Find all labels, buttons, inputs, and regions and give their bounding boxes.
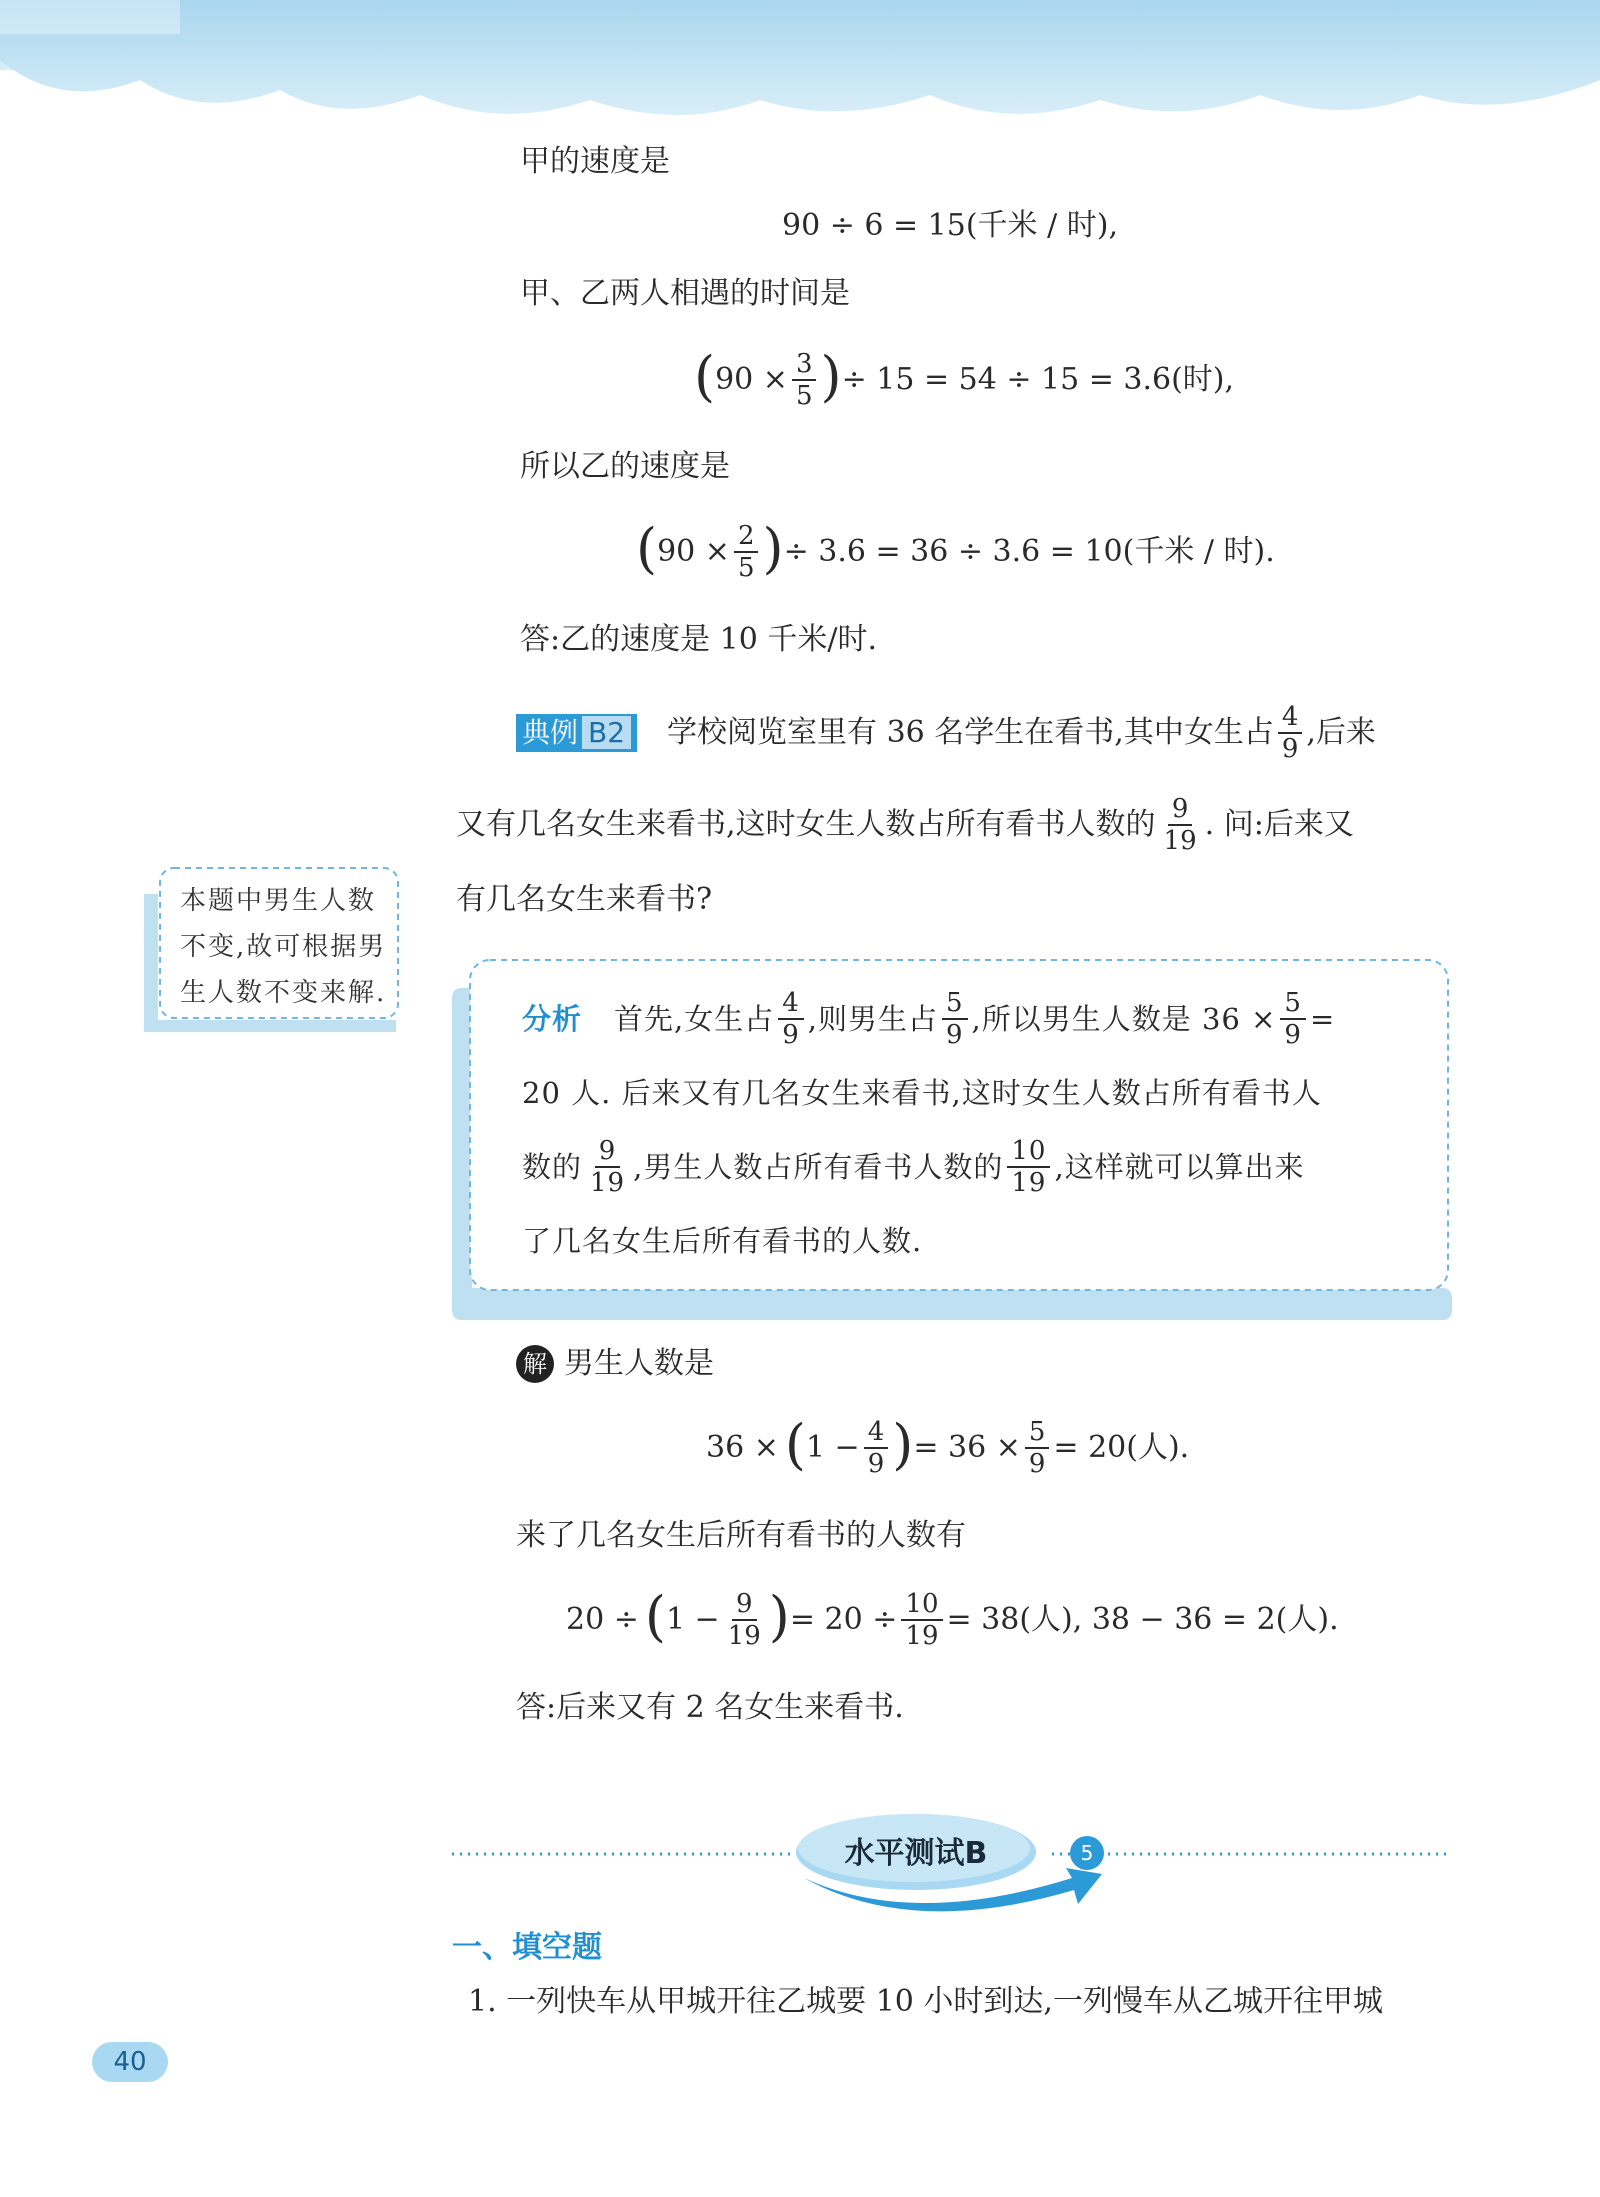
fraction-numerator: 5	[942, 988, 968, 1020]
fraction-denominator: 9	[782, 1020, 800, 1050]
eq-part: ÷ 3.6 = 36 ÷ 3.6 = 10(千米 / 时).	[783, 534, 1275, 569]
fraction-denominator: 9	[946, 1020, 964, 1050]
analysis-text: 数的	[522, 1150, 583, 1184]
paren-close: )	[762, 517, 784, 580]
paren-open: (	[694, 345, 716, 408]
equation-boys	[706, 1408, 1189, 1488]
fraction-numerator: 4	[778, 988, 804, 1020]
analysis-row-4: 了几名女生后所有看书的人数.	[522, 1224, 923, 1258]
analysis-row-1	[522, 982, 1422, 1056]
fraction-numerator: 5	[1280, 988, 1306, 1020]
equation-speed-b	[636, 512, 1275, 592]
fraction-denominator: 19	[1163, 826, 1197, 856]
fraction-numerator: 4	[1278, 702, 1303, 734]
test-banner	[452, 1808, 1452, 1918]
fraction-numerator: 2	[734, 521, 759, 553]
fraction-denominator: 5	[737, 553, 755, 583]
fraction-numerator: 5	[1025, 1417, 1050, 1449]
equation-speed-a: 90 ÷ 6 = 15(千米 / 时),	[782, 208, 1118, 243]
paren-close: )	[768, 1585, 790, 1648]
test-number-badge: 5	[1070, 1836, 1104, 1870]
side-note-text: 本题中男生人数不变,故可根据男生人数不变来解.	[180, 886, 387, 1008]
paren-close: )	[820, 345, 842, 408]
fraction-numerator: 9	[1168, 794, 1193, 826]
example-paragraph-line-2	[456, 792, 1354, 858]
example-label-main: 典例	[522, 716, 579, 749]
paren-open: (	[636, 517, 658, 580]
eq-part: ÷ 15 = 54 ÷ 15 = 3.6(时),	[841, 362, 1235, 397]
fraction	[792, 349, 817, 411]
analysis-row-2: 20 人. 后来又有几名女生来看书,这时女生人数占所有看书人	[522, 1076, 1322, 1110]
fraction-numerator: 9	[595, 1136, 621, 1168]
eq-part: 90 ×	[715, 362, 788, 397]
analysis-row-3	[522, 1130, 1422, 1204]
fraction-denominator: 9	[867, 1449, 885, 1479]
header-cloud-band	[0, 0, 1600, 120]
answer-girls: 答:后来又有 2 名女生来看书.	[516, 1690, 904, 1725]
analysis-content	[522, 982, 1422, 1278]
analysis-label: 分析	[522, 1002, 583, 1036]
example-label	[516, 714, 637, 752]
analysis-text: ,则男生占	[807, 1002, 938, 1036]
solution-line-total: 来了几名女生后所有看书的人数有	[516, 1518, 966, 1553]
analysis-text: 首先,女生占	[614, 1002, 775, 1036]
example-label-code: B2	[582, 716, 631, 749]
fraction	[1025, 1417, 1050, 1479]
paren-open: (	[644, 1585, 666, 1648]
fraction-denominator: 5	[795, 381, 813, 411]
eq-part: = 36 ×	[913, 1430, 1021, 1465]
fraction-denominator: 9	[1284, 1020, 1302, 1050]
equation-meet-time	[694, 340, 1234, 420]
fraction	[1278, 702, 1303, 764]
fraction	[586, 1136, 629, 1198]
solution-text-speed-b: 所以乙的速度是	[520, 449, 730, 484]
eq-part: 1 −	[665, 1602, 720, 1637]
analysis-text: =	[1309, 1002, 1336, 1036]
fraction	[901, 1589, 942, 1651]
fraction	[1160, 794, 1201, 856]
analysis-text: ,所以男生人数是 36 ×	[971, 1002, 1277, 1036]
fraction-numerator: 4	[864, 1417, 889, 1449]
question-1: 1. 一列快车从甲城开往乙城要 10 小时到达,一列慢车从乙城开往甲城	[468, 1984, 1383, 2019]
example-text: 学校阅览室里有 36 名学生在看书,其中女生占	[667, 715, 1274, 750]
answer-speed-b: 答:乙的速度是 10 千米/时.	[520, 622, 877, 657]
eq-part: 90 ×	[657, 534, 730, 569]
fraction-numerator: 3	[792, 349, 817, 381]
eq-part: 36 ×	[706, 1430, 779, 1465]
fraction-numerator: 10	[901, 1589, 942, 1621]
fraction-numerator: 9	[732, 1589, 757, 1621]
eq-part: 20 ÷	[566, 1602, 639, 1637]
analysis-box	[452, 958, 1452, 1320]
fraction	[1007, 1136, 1050, 1198]
eq-part: 1 −	[805, 1430, 860, 1465]
eq-part: = 20 ÷	[789, 1602, 898, 1637]
eq-part: = 20(人).	[1053, 1430, 1190, 1465]
equation-total	[566, 1580, 1339, 1660]
paren-close: )	[892, 1413, 914, 1476]
test-title: 水平测试B	[844, 1836, 988, 1871]
example-text: 又有几名女生来看书,这时女生人数占所有看书人数的	[456, 807, 1156, 842]
example-text: ,后来	[1306, 715, 1376, 750]
side-note	[140, 866, 400, 1036]
fraction-denominator: 19	[727, 1621, 761, 1651]
fraction-denominator: 19	[590, 1168, 626, 1198]
page-number: 40	[92, 2042, 168, 2082]
fraction	[734, 521, 759, 583]
fraction	[864, 1417, 889, 1479]
solution-icon: 解	[516, 1345, 554, 1383]
solution-text-speed-a: 甲的速度是	[520, 144, 670, 179]
fraction-denominator: 9	[1028, 1449, 1046, 1479]
eq-part: = 38(人), 38 − 36 = 2(人).	[946, 1602, 1339, 1637]
fraction-numerator: 10	[1007, 1136, 1050, 1168]
solution-text: 男生人数是	[564, 1346, 714, 1381]
fraction-denominator: 9	[1281, 734, 1299, 764]
analysis-text: ,男生人数占所有看书人数的	[633, 1150, 1004, 1184]
fraction-denominator: 19	[1011, 1168, 1047, 1198]
analysis-text: ,这样就可以算出来	[1054, 1150, 1305, 1184]
paren-open: (	[784, 1413, 806, 1476]
example-paragraph-line-3: 有几名女生来看书?	[456, 882, 713, 917]
example-text: . 问:后来又	[1204, 807, 1354, 842]
example-paragraph-line-1	[516, 700, 1376, 766]
fraction	[1280, 988, 1306, 1050]
fraction	[778, 988, 804, 1050]
solution-text-meet-time: 甲、乙两人相遇的时间是	[520, 276, 850, 311]
fraction	[942, 988, 968, 1050]
fraction	[724, 1589, 765, 1651]
section-title: 一、填空题	[452, 1930, 602, 1965]
fraction-denominator: 19	[905, 1621, 939, 1651]
solution-line-boys	[516, 1342, 714, 1386]
